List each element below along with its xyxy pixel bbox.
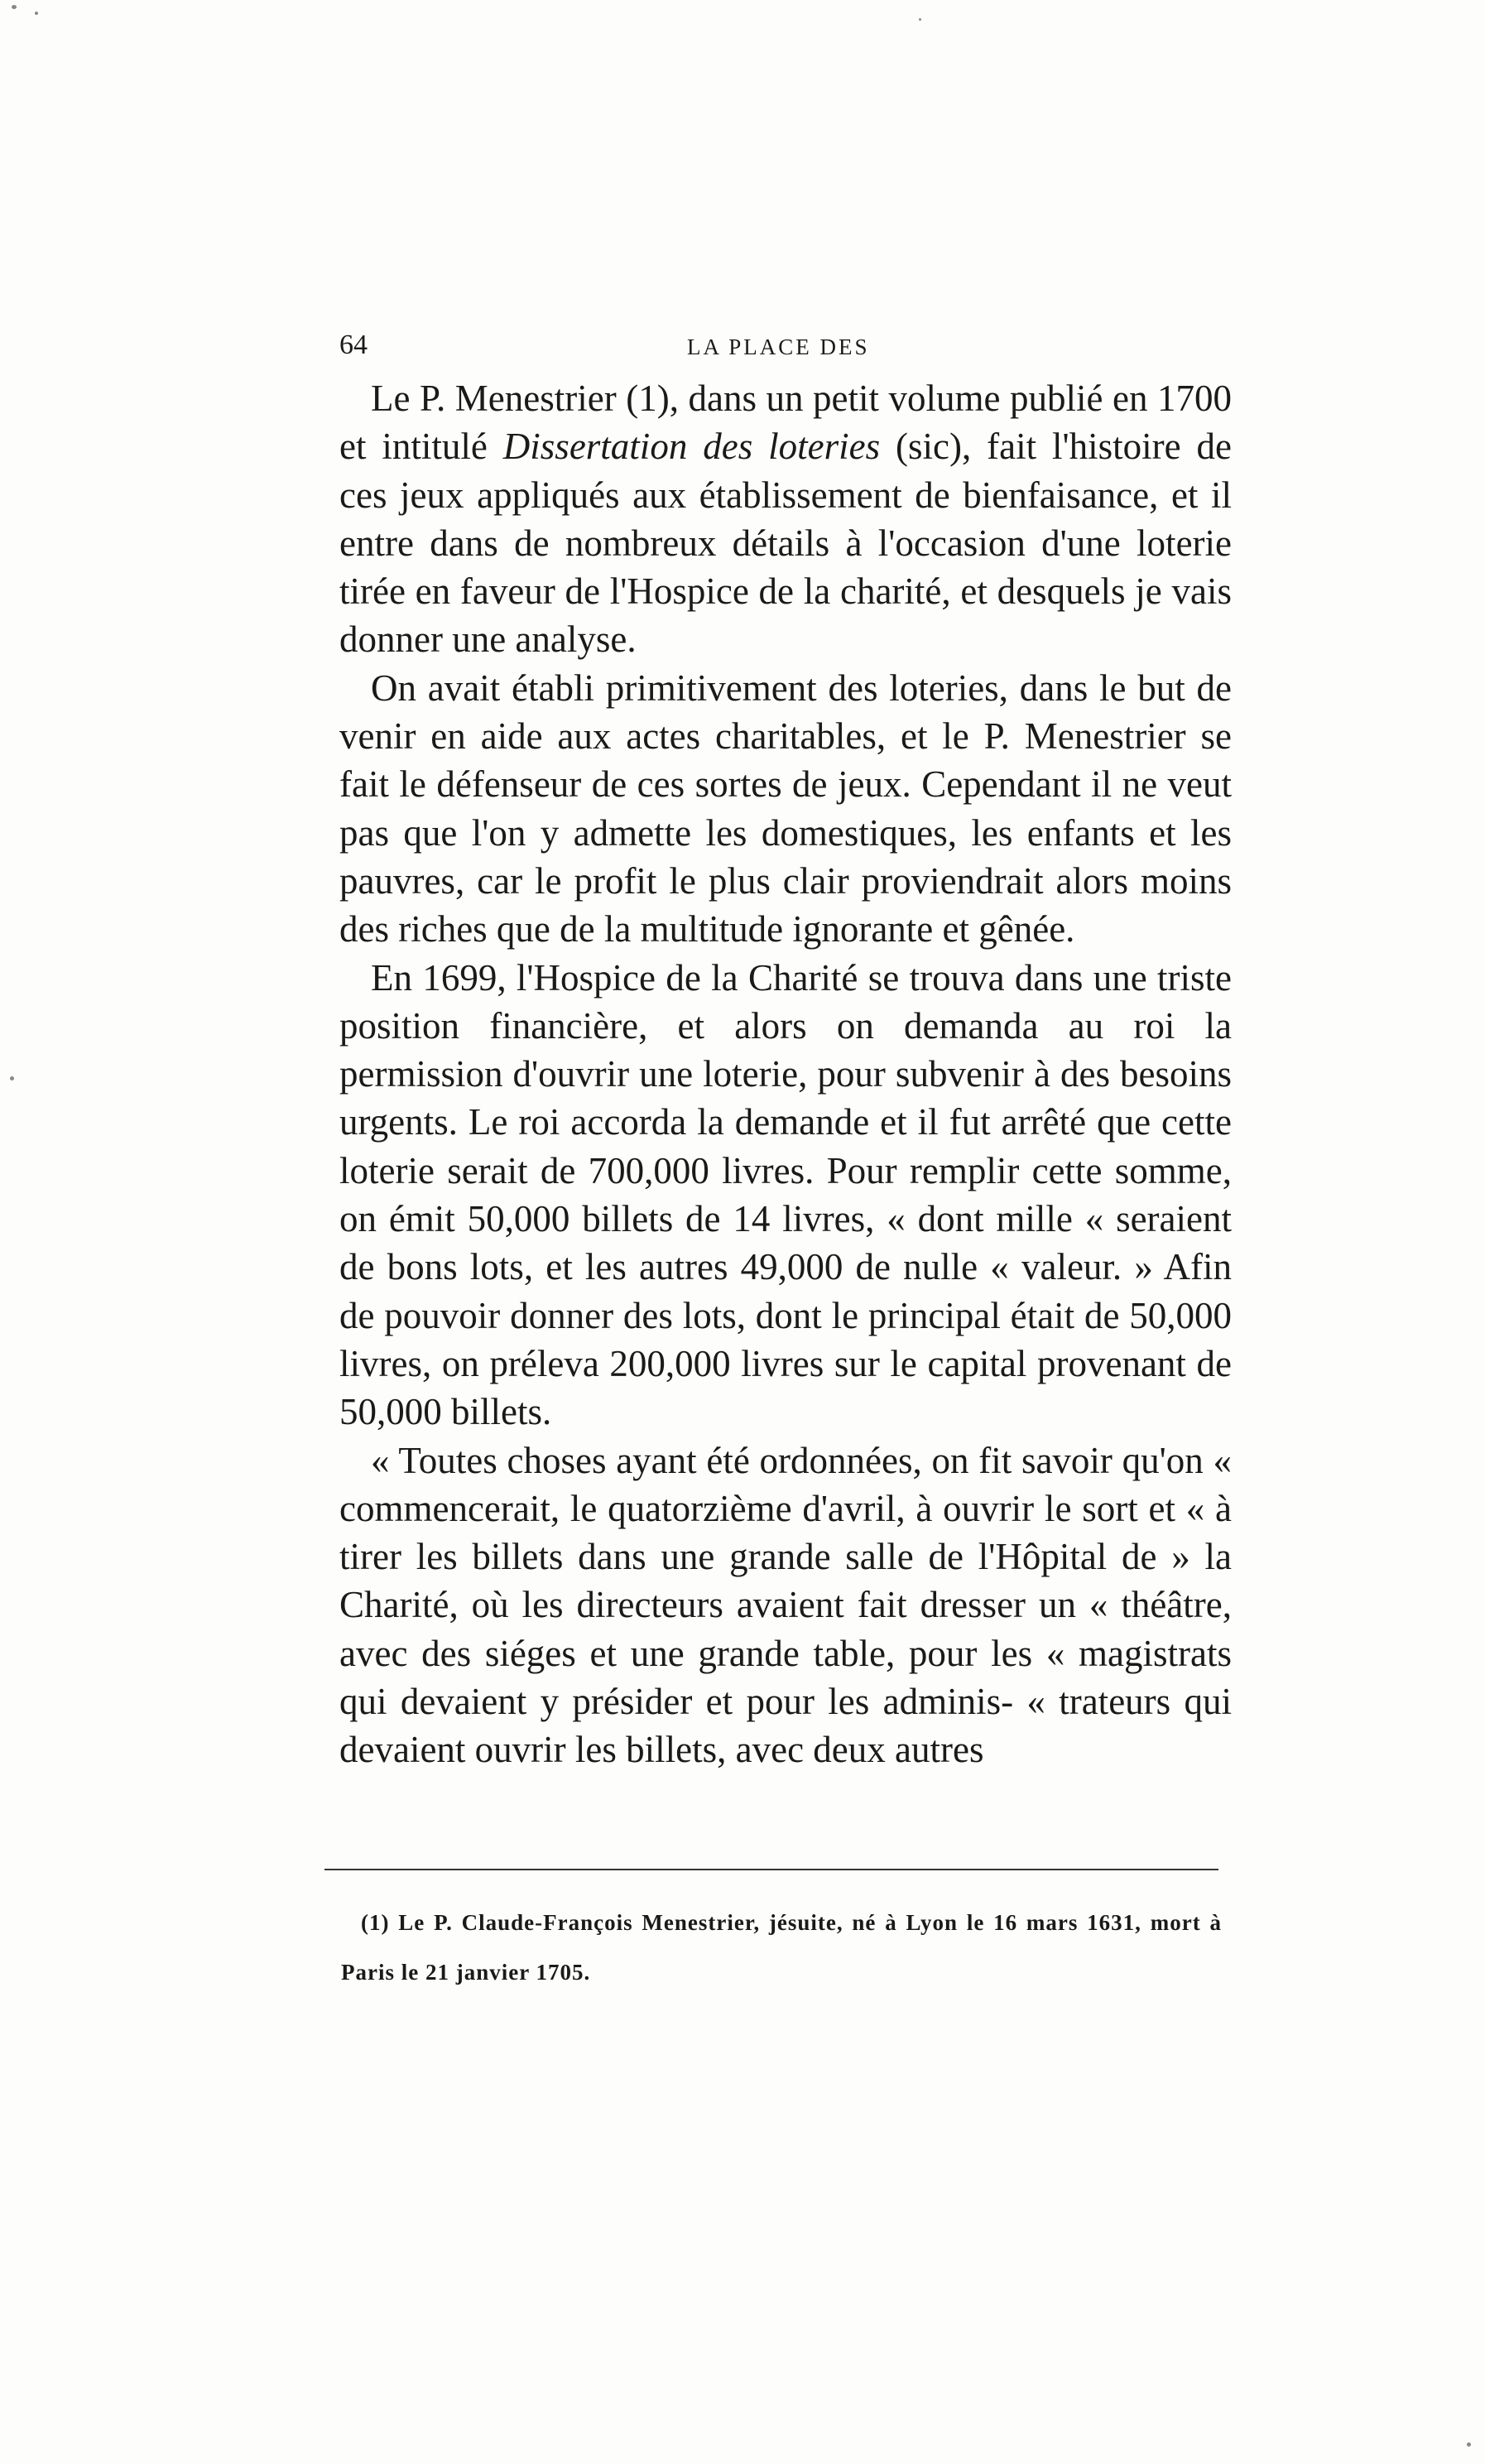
paper-speck [35, 12, 38, 15]
running-title: LA PLACE DES [687, 334, 870, 359]
footnote-1: (1) Le P. Claude-François Menestrier, jésuite, né à Lyon le 16 mars 1631, mort à Paris le 21 janvier 1705. [341, 1910, 1222, 1985]
main-text [339, 374, 1232, 1774]
page-number: 64 [339, 330, 368, 360]
paragraph-4: « Toutes choses ayant été ordonnées, on fit savoir qu'on « commencerait, le quatorzième d'avril, à ouvrir le sort et « à tirer les billets dans une grande salle de l'Hôpital de » la Charité, où les directeurs avaient fait dresser un « théâtre, avec des siéges et une grande table, pour les « magistrats qui devaient y présider et pour les adminis- « trateurs qui devaient ouvrir les billets, avec deux autres [339, 1439, 1232, 1771]
footnote-rule [324, 1869, 1218, 1870]
paper-speck [12, 5, 17, 9]
footnotes [341, 1898, 1222, 1997]
paragraph-1-text-b: (sic), fait l'histoire de ces jeux appliqués aux établissement de bienfaisance, et il entre dans de nombreux détails à l'occasion d'une loterie tirée en faveur de l'Hospice de la charité, et desquels je vais donner une analyse. [339, 426, 1232, 661]
paper-speck [919, 18, 921, 21]
paragraph-1-text-a: Le P. Menestrier (1), dans un petit volume publié en 1700 et intitulé [339, 378, 1232, 468]
paper-speck [10, 1076, 14, 1080]
page-header [339, 330, 1225, 371]
paragraph-1 [339, 374, 1232, 664]
paragraph-3: En 1699, l'Hospice de la Charité se trouva dans une triste position financière, et alors on demanda au roi la permission d'ouvrir une loterie, pour subvenir à des besoins urgents. Le roi accorda la demande et il fut arrêté que cette loterie serait de 700,000 livres. Pour remplir cette somme, on émit 50,000 billets de 14 livres, « dont mille « seraient de bons lots, et les autres 49,000 de nulle « valeur. » Afin de pouvoir donner des lots, dont le principal était de 50,000 livres, on préleva 200,000 livres sur le capital provenant de 50,000 billets. [339, 956, 1232, 1433]
paper-speck [1467, 2442, 1471, 2447]
paragraph-2: On avait établi primitivement des loteries, dans le but de venir en aide aux actes charitables, et le P. Menestrier se fait le défenseur de ces sortes de jeux. Cependant il ne veut pas que l'on y admette les domestiques, les enfants et les pauvres, car le profit le plus clair proviendrait alors moins des riches que de la multitude ignorante et gênée. [339, 667, 1232, 950]
book-title: Dissertation des loteries [502, 426, 881, 468]
